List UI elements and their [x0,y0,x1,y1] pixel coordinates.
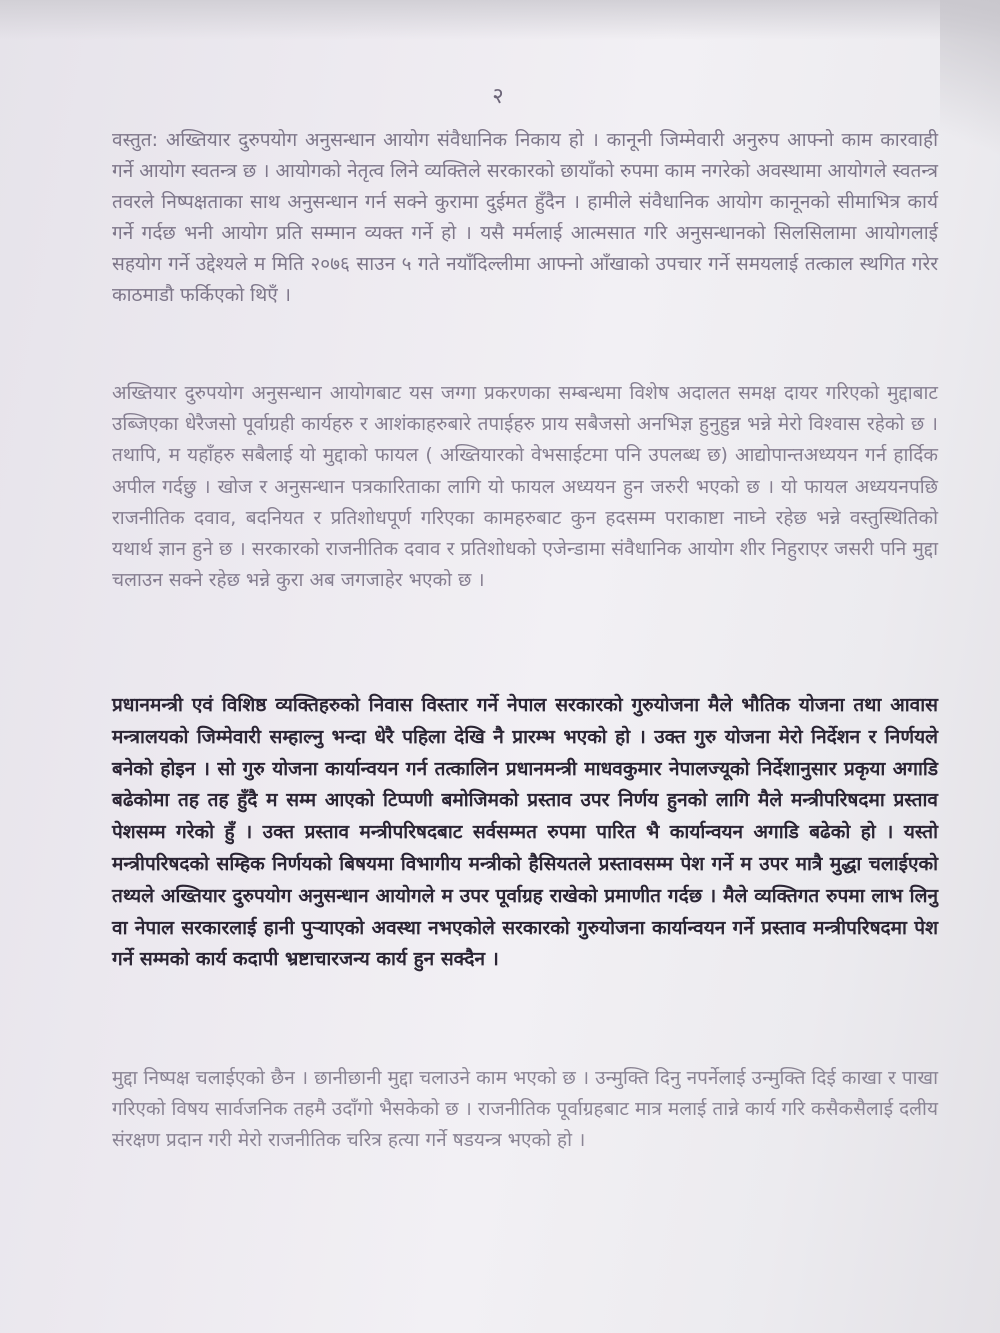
page-shadow-top [0,0,1000,40]
paragraph-1: वस्तुत: अख्तियार दुरुपयोग अनुसन्धान आयोग संवैधानिक निकाय हो । कानूनी जिम्मेवारी अनुरुप आफ्नो काम कारवाही गर्ने आयोग स्वतन्त्र छ । आयोगको नेतृत्व लिने व्यक्तिले सरकारको छायाँको रुपमा काम नगरेको अवस्थामा आयोगले स्वतन्त्र तवरले निष्पक्षताका साथ अनुसन्धान गर्न सक्ने कुरामा दुईमत हुँदैन । हामीले संवैधानिक आयोग कानूनको सीमाभित्र कार्य गर्ने गर्दछ भनी आयोग प्रति सम्मान व्यक्त गर्ने हो । यसै मर्मलाई आत्मसात गरि अनुसन्धानको सिलसिलामा आयोगलाई सहयोग गर्ने उद्देश्यले म मिति २०७६ साउन ५ गते नयाँदिल्लीमा आफ्नो आँखाको उपचार गर्ने समयलाई तत्काल स्थगित गरेर काठमाडौ फर्किएको थिएँ । [112,129,938,306]
paragraph-3: प्रधानमन्त्री एवं विशिष्ठ व्यक्तिहरुको निवास विस्तार गर्ने नेपाल सरकारको गुरुयोजना मैले भौतिक योजना तथा आवास मन्त्रालयको जिम्मेवारी सम्हाल्नु भन्दा धेरै पहिला देखि नै प्रारम्भ भएको हो । उक्त गुरु योजना मेरो निर्देशन र निर्णयले बनेको होइन । सो गुरु योजना कार्यान्वयन गर्न तत्कालिन प्रधानमन्त्री माधवकुमार नेपालज्यूको निर्देशानुसार प्रकृया अगाडि बढेकोमा तह तह हुँदै म सम्म आएको टिप्पणी बमोजिमको प्रस्ताव उपर निर्णय हुनको लागि मैले मन्त्रीपरिषदमा प्रस्ताव पेशसम्म गरेको हुँ । उक्त प्रस्ताव मन्त्रीपरिषदबाट सर्वसम्मत रुपमा पारित भै कार्यान्वयन अगाडि बढेको हो । यस्तो मन्त्रीपरिषदको सम्हिक निर्णयको बिषयमा विभागीय मन्त्रीको हैसियतले प्रस्तावसम्म पेश गर्ने म उपर मात्रै मुद्धा चलाईएको तथ्यले अख्तियार दुरुपयोग अनुसन्धान आयोगले म उपर पूर्वाग्रह राखेको प्रमाणीत गर्दछ । मैले व्यक्तिगत रुपमा लाभ लिनु वा नेपाल सरकारलाई हानी पुऱ्याएको अवस्था नभएकोले सरकारको गुरुयोजना कार्यान्वयन गर्ने प्रस्ताव मन्त्रीपरिषदमा पेश गर्ने सम्मको कार्य कदापी भ्रष्टाचारजन्य कार्य हुन सक्दैन । [112,694,938,971]
page-shadow-corner [940,0,1000,200]
paragraph-4: मुद्दा निष्पक्ष चलाईएको छैन । छानीछानी मुद्दा चलाउने काम भएको छ । उन्मुक्ति दिनु नपर्नेलाई उन्मुक्ति दिई काखा र पाखा गरिएको विषय सार्वजनिक तहमै उदाँगो भैसकेको छ । राजनीतिक पूर्वाग्रहबाट मात्र मलाई तान्ने कार्य गरि कसैकसैलाई दलीय संरक्षण प्रदान गरी मेरो राजनीतिक चरित्र हत्या गर्ने षडयन्त्र भएको हो । [112,1067,938,1151]
paragraph-2: अख्तियार दुरुपयोग अनुसन्धान आयोगबाट यस जग्गा प्रकरणका सम्बन्धमा विशेष अदालत समक्ष दायर गरिएको मुद्दाबाट उब्जिएका धेरैजसो पूर्वाग्रही कार्यहरु र आशंकाहरुबारे तपाईहरु प्राय सबैजसो अनभिज्ञ हुनुहुन्न भन्ने मेरो विश्वास रहेको छ । तथापि, म यहाँहरु सबैलाई यो मुद्दाको फायल ( अख्तियारको वेभसाईटमा पनि उपलब्ध छ) आद्योपान्तअध्ययन गर्न हार्दिक अपील गर्दछु । खोज र अनुसन्धान पत्रकारिताका लागि यो फायल अध्ययन हुन जरुरी भएको छ । यो फायल अध्ययनपछि राजनीतिक दवाव, बदनियत र प्रतिशोधपूर्ण गरिएका कामहरुबाट कुन हदसम्म पराकाष्टा नाघ्ने रहेछ भन्ने वस्तुस्थितिको यथार्थ ज्ञान हुने छ । सरकारको राजनीतिक दवाव र प्रतिशोधको एजेन्डामा संवैधानिक आयोग शीर निहुराएर जसरी पनि मुद्दा चलाउन सक्ने रहेछ भन्ने कुरा अब जगजाहेर भएको छ । [112,382,938,592]
page-number: २ [492,84,504,109]
